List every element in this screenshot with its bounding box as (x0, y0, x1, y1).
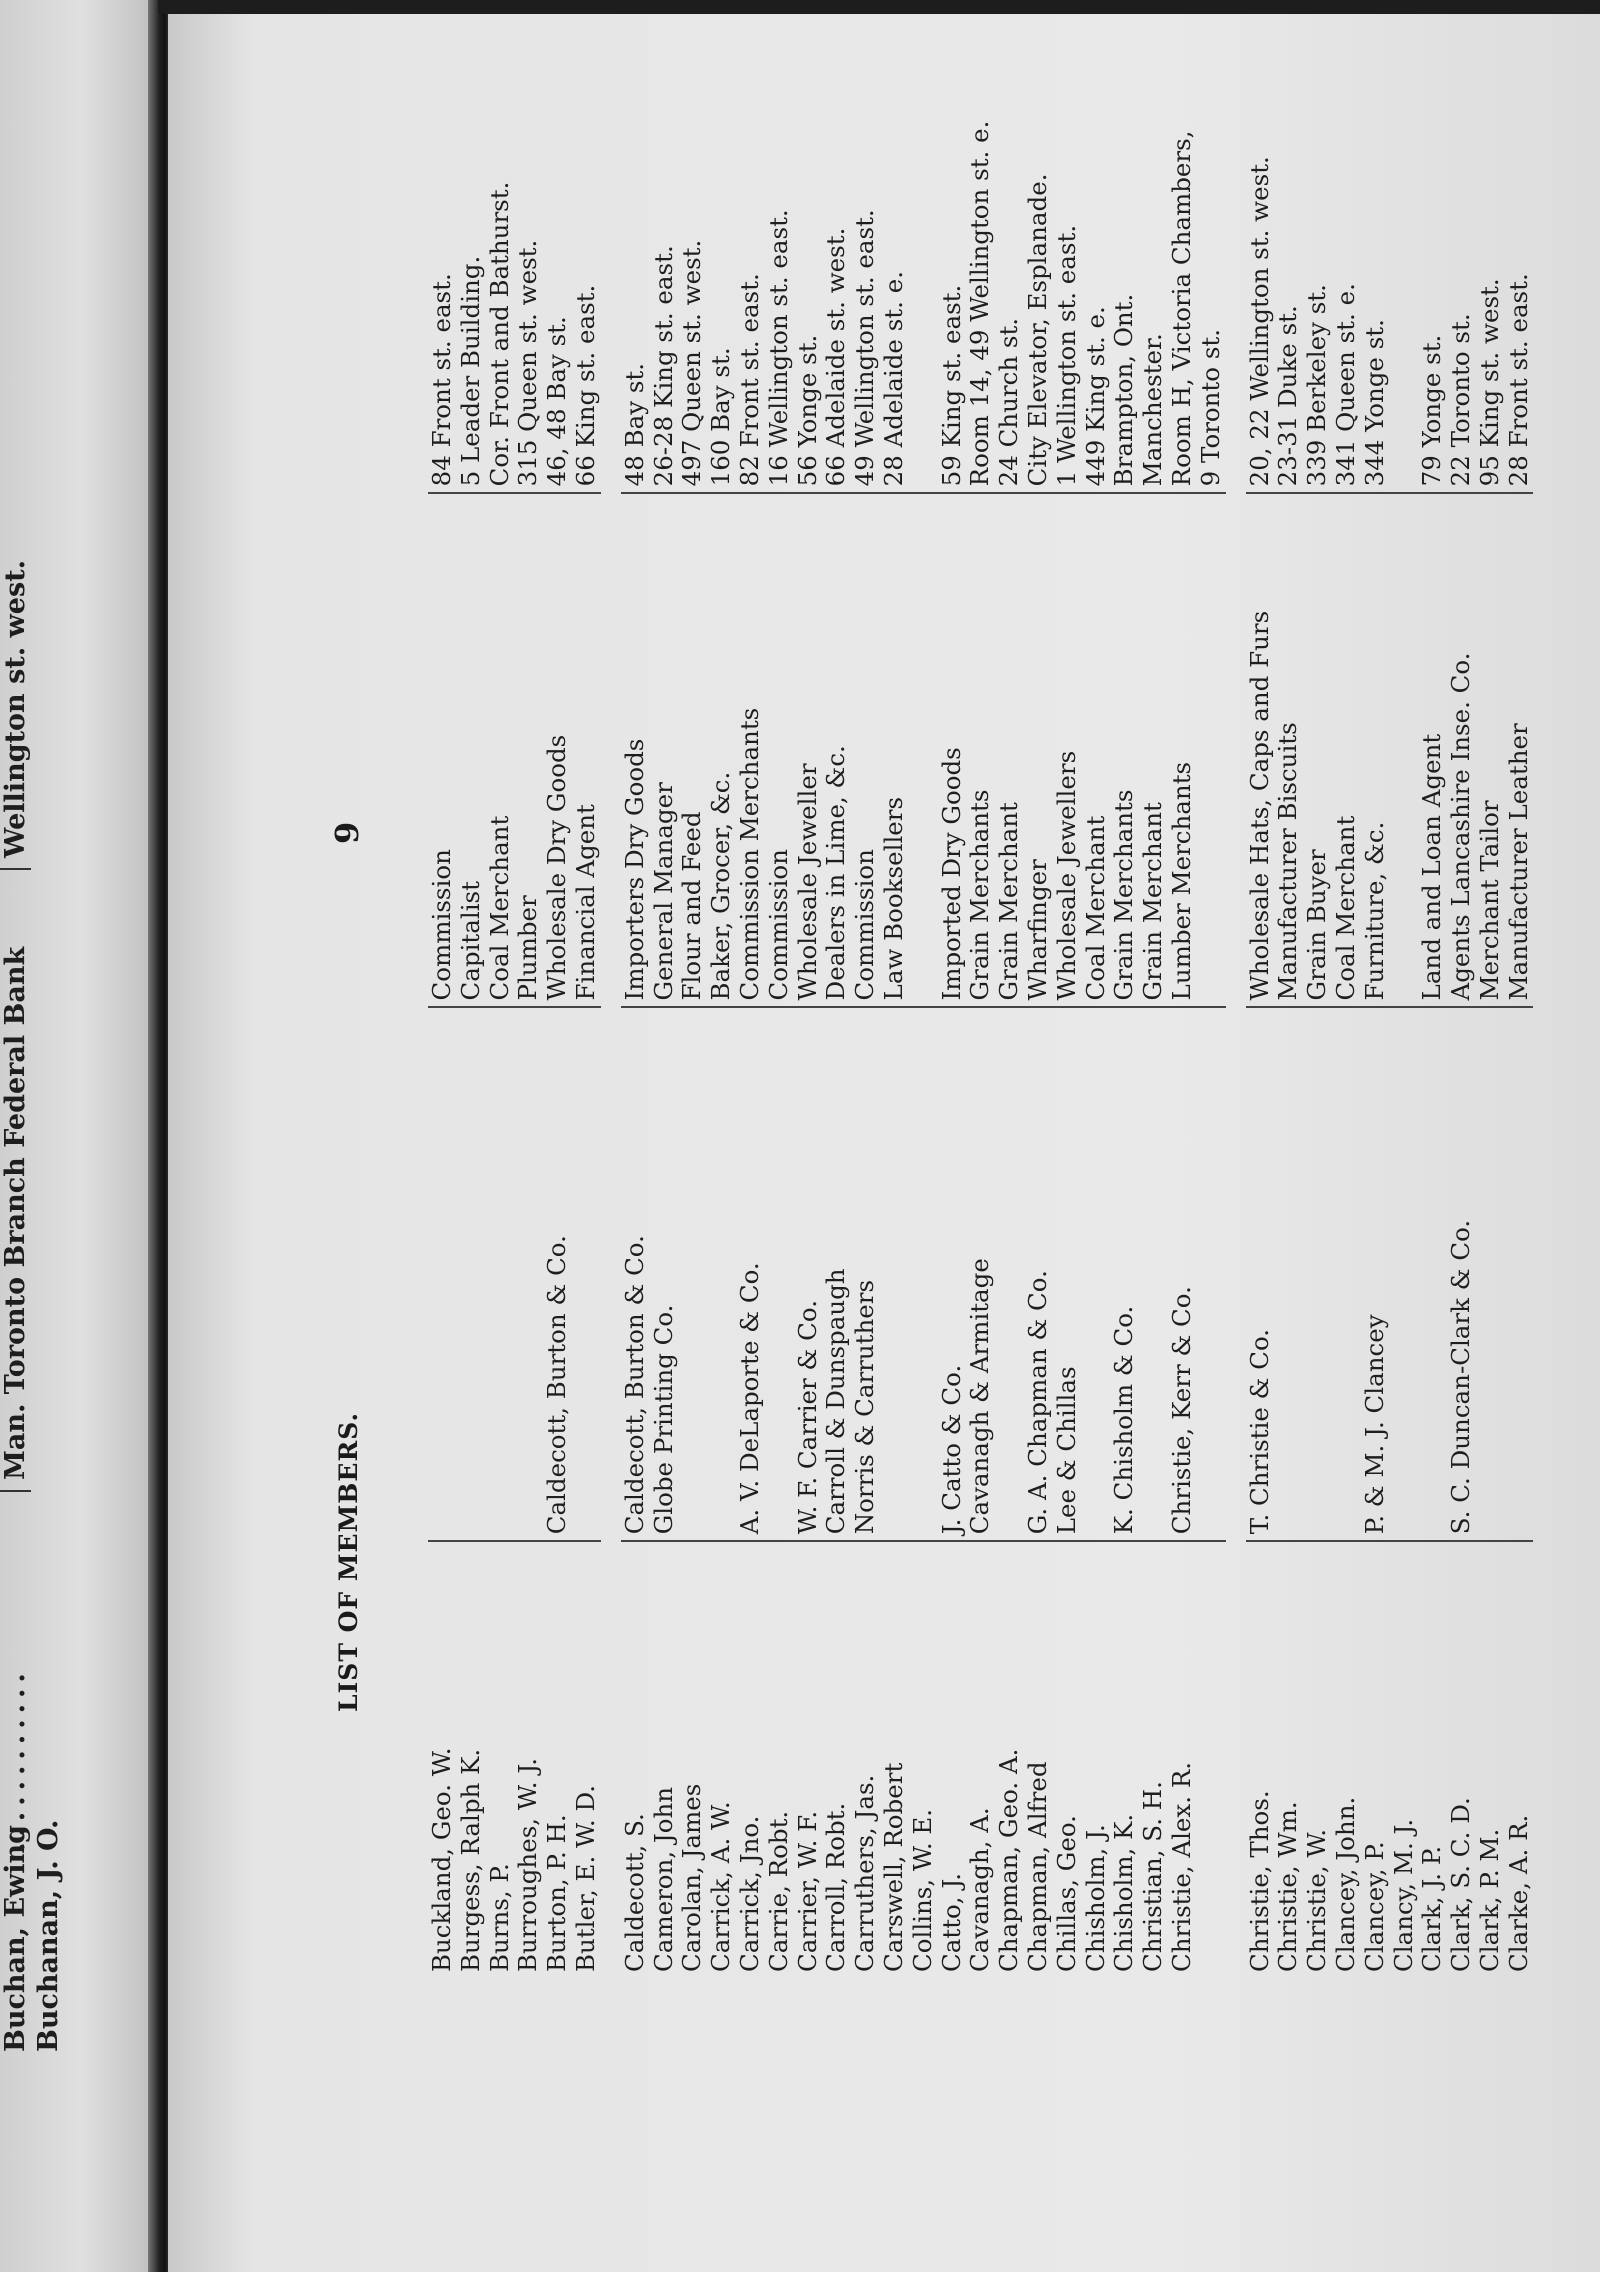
member-firm (457, 1007, 486, 1541)
member-business: Dealers in Lime, &c. (822, 493, 851, 1007)
member-name: Buckland, Geo. W. (427, 1747, 456, 1972)
member-name: Carrick, Jno. (734, 1815, 764, 1972)
member-row (1476, 14, 1505, 1972)
member-business: Grain Buyer (1303, 493, 1332, 1007)
member-business: Coal Merchant (1332, 493, 1361, 1007)
member-address: Room H, Victoria Chambers, (1168, 14, 1197, 493)
member-address: 84 Front st. east. (428, 14, 457, 493)
member-business: Coal Merchant (486, 493, 515, 1007)
member-business: Commission (428, 493, 457, 1007)
members-body (428, 14, 1533, 1972)
member-address: 16 Wellington st. east. (765, 14, 794, 493)
member-business: Commission (851, 493, 880, 1007)
member-business: Wholesale Dry Goods (543, 493, 572, 1007)
member-row (514, 14, 543, 1972)
member-business: Land and Loan Agent (1418, 493, 1447, 1007)
member-address: 341 Queen st. e. (1332, 14, 1361, 493)
member-name: Chisholm, K. (1109, 1813, 1139, 1972)
member-firm (572, 1007, 601, 1541)
member-business: Commission (765, 493, 794, 1007)
member-name: Clark, P. M. (1474, 1828, 1504, 1972)
member-row (1447, 14, 1476, 1972)
member-address (909, 14, 938, 493)
member-address: 497 Queen st. west. (678, 14, 707, 493)
group-spacer (601, 14, 621, 1972)
member-name: Clancey, P. (1359, 1841, 1389, 1972)
member-firm (1082, 1007, 1111, 1541)
member-address: 9 Toronto st. (1197, 14, 1226, 493)
member-address: 56 Yonge st. (794, 14, 823, 493)
member-business: Wholesale Hats, Caps and Furs (1246, 493, 1275, 1007)
member-business: Financial Agent (572, 493, 601, 1007)
member-name: Carrie, Robt. (763, 1810, 793, 1972)
member-address: Brampton, Ont. (1110, 14, 1139, 493)
member-row (1418, 14, 1447, 1972)
member-address: 5 Leader Building. (457, 14, 486, 493)
member-business: Lumber Merchants (1168, 493, 1197, 1007)
member-address: 20, 22 Wellington st. west. (1246, 14, 1275, 493)
member-name: Chapman, Geo. A. (994, 1748, 1024, 1972)
member-address (1390, 14, 1419, 493)
member-row (1361, 14, 1390, 1972)
member-firm (1390, 1007, 1419, 1541)
member-row (736, 14, 765, 1972)
member-row (1274, 14, 1303, 1972)
member-name: Burroughes, W. J. (513, 1757, 543, 1972)
member-row (938, 14, 967, 1972)
member-name: Carolan, James (677, 1783, 707, 1972)
member-business: Grain Merchants (1110, 493, 1139, 1007)
member-row (1053, 14, 1082, 1972)
member-firm (765, 1007, 794, 1541)
member-business: Law Booksellers (880, 493, 909, 1007)
member-firm (880, 1007, 909, 1541)
member-address: 59 King st. east. (938, 14, 967, 493)
member-row (1332, 14, 1361, 1972)
facing-row (0, 0, 33, 2272)
facing-address: Wellington st. west. (0, 248, 31, 870)
member-firm (909, 1007, 938, 1541)
member-address: 49 Wellington st. east. (851, 14, 880, 493)
member-row (1139, 14, 1168, 1972)
member-address: City Elevator, Esplanade. (1024, 14, 1053, 493)
member-row (822, 14, 851, 1972)
member-row (765, 14, 794, 1972)
member-name: Carroll, Robt. (821, 1802, 851, 1972)
member-firm (1274, 1007, 1303, 1541)
member-address: 23-31 Duke st. (1274, 14, 1303, 493)
member-row (1390, 14, 1419, 1972)
member-business: Flour and Feed (678, 493, 707, 1007)
member-address: 339 Berkeley st. (1303, 14, 1332, 493)
member-business: Wholesale Jewellers (1053, 493, 1082, 1007)
member-firm: Cavanagh & Armitage (966, 1007, 995, 1541)
member-address: 160 Bay st. (707, 14, 736, 493)
facing-name: Buchanan, J. O. (33, 1819, 64, 2052)
member-name: Cameron, John (648, 1786, 678, 1972)
member-address: 1 Wellington st. east. (1053, 14, 1082, 493)
member-row (1024, 14, 1053, 1972)
member-business: Importers Dry Goods (621, 493, 650, 1007)
member-name: Carruthers, Jas. (850, 1774, 880, 1972)
member-name: Carrier, W. F. (792, 1810, 822, 1972)
member-name: Christian, S. H. (1138, 1781, 1168, 1972)
member-address: 26-28 King st. east. (650, 14, 679, 493)
member-firm: Christie, Kerr & Co. (1168, 1007, 1197, 1541)
member-name: Clark, S. C. D. (1446, 1797, 1476, 1972)
member-firm: Norris & Carruthers (851, 1007, 880, 1541)
member-address: 95 King st. west. (1476, 14, 1505, 493)
member-firm (1505, 1007, 1534, 1541)
member-row (794, 14, 823, 1972)
member-business (1197, 493, 1226, 1007)
member-business: Commission Merchants (736, 493, 765, 1007)
member-row (572, 14, 601, 1972)
member-row (486, 14, 515, 1972)
member-business: Furniture, &c. (1361, 493, 1390, 1007)
member-row (1197, 14, 1226, 1972)
member-row (1168, 14, 1197, 1972)
member-address: 66 Adelaide st. west. (822, 14, 851, 493)
member-firm (1476, 1007, 1505, 1541)
member-row (966, 14, 995, 1972)
member-business (1390, 493, 1419, 1007)
member-firm: K. Chisholm & Co. (1110, 1007, 1139, 1541)
member-business: Imported Dry Goods (938, 493, 967, 1007)
member-firm (1139, 1007, 1168, 1541)
member-address: 22 Toronto st. (1447, 14, 1476, 493)
member-firm (995, 1007, 1024, 1541)
facing-firm: ............ (0, 1667, 31, 1852)
member-business: Grain Merchant (1139, 493, 1168, 1007)
member-name: Christie, W. (1302, 1828, 1332, 1972)
member-address: 66 King st. east. (572, 14, 601, 493)
member-row (457, 14, 486, 1972)
member-business: Wholesale Jeweller (794, 493, 823, 1007)
member-name: Carrick, A. W. (706, 1801, 736, 1972)
member-name: Collins, W. E. (907, 1808, 937, 1972)
member-row (880, 14, 909, 1972)
member-row (1082, 14, 1111, 1972)
member-row (1246, 14, 1275, 1972)
facing-page (0, 0, 162, 2272)
member-firm (678, 1007, 707, 1541)
member-row (909, 14, 938, 1972)
member-address: 344 Yonge st. (1361, 14, 1390, 493)
member-firm (1197, 1007, 1226, 1541)
member-name: Clancey, John. (1330, 1796, 1360, 1972)
member-name: Carswell, Robert (878, 1762, 908, 1972)
member-firm: A. V. DeLaporte & Co. (736, 1007, 765, 1541)
group-spacer (1226, 14, 1246, 1972)
facing-row (33, 0, 66, 2272)
member-address: 449 King st. e. (1082, 14, 1111, 493)
member-name: Caldecott, S. (619, 1813, 649, 1972)
member-address: 28 Front st. east. (1505, 14, 1534, 493)
member-name: Chisholm, J. (1080, 1824, 1110, 1972)
running-head: LIST OF MEMBERS. (334, 1411, 363, 1712)
member-row (1110, 14, 1139, 1972)
member-name: Chapman, Alfred (1022, 1761, 1052, 1972)
member-firm: P. & M. J. Clancey (1361, 1007, 1390, 1541)
member-business: Wharfinger (1024, 493, 1053, 1007)
members-table (428, 14, 1533, 1972)
member-name: Catto, J. (936, 1872, 966, 1972)
member-business: General Manager (650, 493, 679, 1007)
member-row (678, 14, 707, 1972)
member-name: Burton, P. H. (542, 1814, 572, 1972)
member-row (621, 14, 650, 1972)
member-address: Cor. Front and Bathurst. (486, 14, 515, 493)
member-row (428, 14, 457, 1972)
member-business: Manufacturer Biscuits (1274, 493, 1303, 1007)
member-address: Room 14, 49 Wellington st. e. (966, 14, 995, 493)
member-firm (1332, 1007, 1361, 1541)
facing-business: Man. Toronto Branch Federal Bank (0, 870, 31, 1492)
member-name: Cavanagh, A. (965, 1807, 995, 1972)
page-number: 9 (328, 821, 366, 844)
member-business: Merchant Tailor (1476, 493, 1505, 1007)
member-address: 315 Queen st. west. (514, 14, 543, 493)
member-firm: Lee & Chillas (1053, 1007, 1082, 1541)
member-business: Grain Merchants (966, 493, 995, 1007)
member-name: Christie, Wm. (1273, 1801, 1303, 1972)
member-firm: Caldecott, Burton & Co. (621, 1007, 650, 1541)
member-firm: G. A. Chapman & Co. (1024, 1007, 1053, 1541)
member-row (995, 14, 1024, 1972)
member-name: Clark, J. P. (1417, 1845, 1447, 1972)
member-firm: T. Christie & Co. (1246, 1007, 1275, 1541)
member-row (543, 14, 572, 1972)
member-firm: J. Catto & Co. (938, 1007, 967, 1541)
member-firm: S. C. Duncan-Clark & Co. (1447, 1007, 1476, 1541)
member-firm (428, 1007, 457, 1541)
member-address: 82 Front st. east. (736, 14, 765, 493)
member-address: 79 Yonge st. (1418, 14, 1447, 493)
member-name: Chillas, Geo. (1051, 1815, 1081, 1972)
member-name: Clarke, A. R. (1503, 1814, 1533, 1972)
member-firm: W. F. Carrier & Co. (794, 1007, 823, 1541)
member-firm (514, 1007, 543, 1541)
member-business: Coal Merchant (1082, 493, 1111, 1007)
member-row (650, 14, 679, 1972)
member-firm (1418, 1007, 1447, 1541)
page (168, 14, 1600, 2272)
facing-name: Buchan, Ewing (0, 1824, 31, 2052)
member-row (707, 14, 736, 1972)
member-address: 24 Church st. (995, 14, 1024, 493)
member-business: Agents Lancashire Inse. Co. (1447, 493, 1476, 1007)
rotated-page-content (168, 14, 1600, 2272)
member-name: Clancy, M. J. (1388, 1818, 1418, 1972)
facing-page-text (0, 0, 150, 2272)
member-business: Plumber (514, 493, 543, 1007)
member-name: Burgess, Ralph K. (455, 1748, 485, 1972)
member-firm: Carroll & Dunspaugh (822, 1007, 851, 1541)
member-row (1505, 14, 1534, 1972)
member-business: Capitalist (457, 493, 486, 1007)
member-name (1197, 1541, 1226, 1972)
member-firm (707, 1007, 736, 1541)
member-firm (1303, 1007, 1332, 1541)
member-business (909, 493, 938, 1007)
member-firm: Globe Printing Co. (650, 1007, 679, 1541)
member-address: Manchester. (1139, 14, 1168, 493)
member-row (1303, 14, 1332, 1972)
member-row (851, 14, 880, 1972)
member-business: Manufacturer Leather (1505, 493, 1534, 1007)
member-address: 28 Adelaide st. e. (880, 14, 909, 493)
member-business: Grain Merchant (995, 493, 1024, 1007)
member-name: Christie, Thos. (1244, 1790, 1274, 1972)
member-firm (486, 1007, 515, 1541)
member-business: Baker, Grocer, &c. (707, 493, 736, 1007)
member-name: Butler, E. W. D. (570, 1784, 600, 1972)
member-address: 48 Bay st. (621, 14, 650, 493)
member-firm: Caldecott, Burton & Co. (543, 1007, 572, 1541)
member-name: Burns, P. (484, 1863, 514, 1972)
member-address: 46, 48 Bay st. (543, 14, 572, 493)
member-name: Christie, Alex. R. (1166, 1761, 1196, 1972)
